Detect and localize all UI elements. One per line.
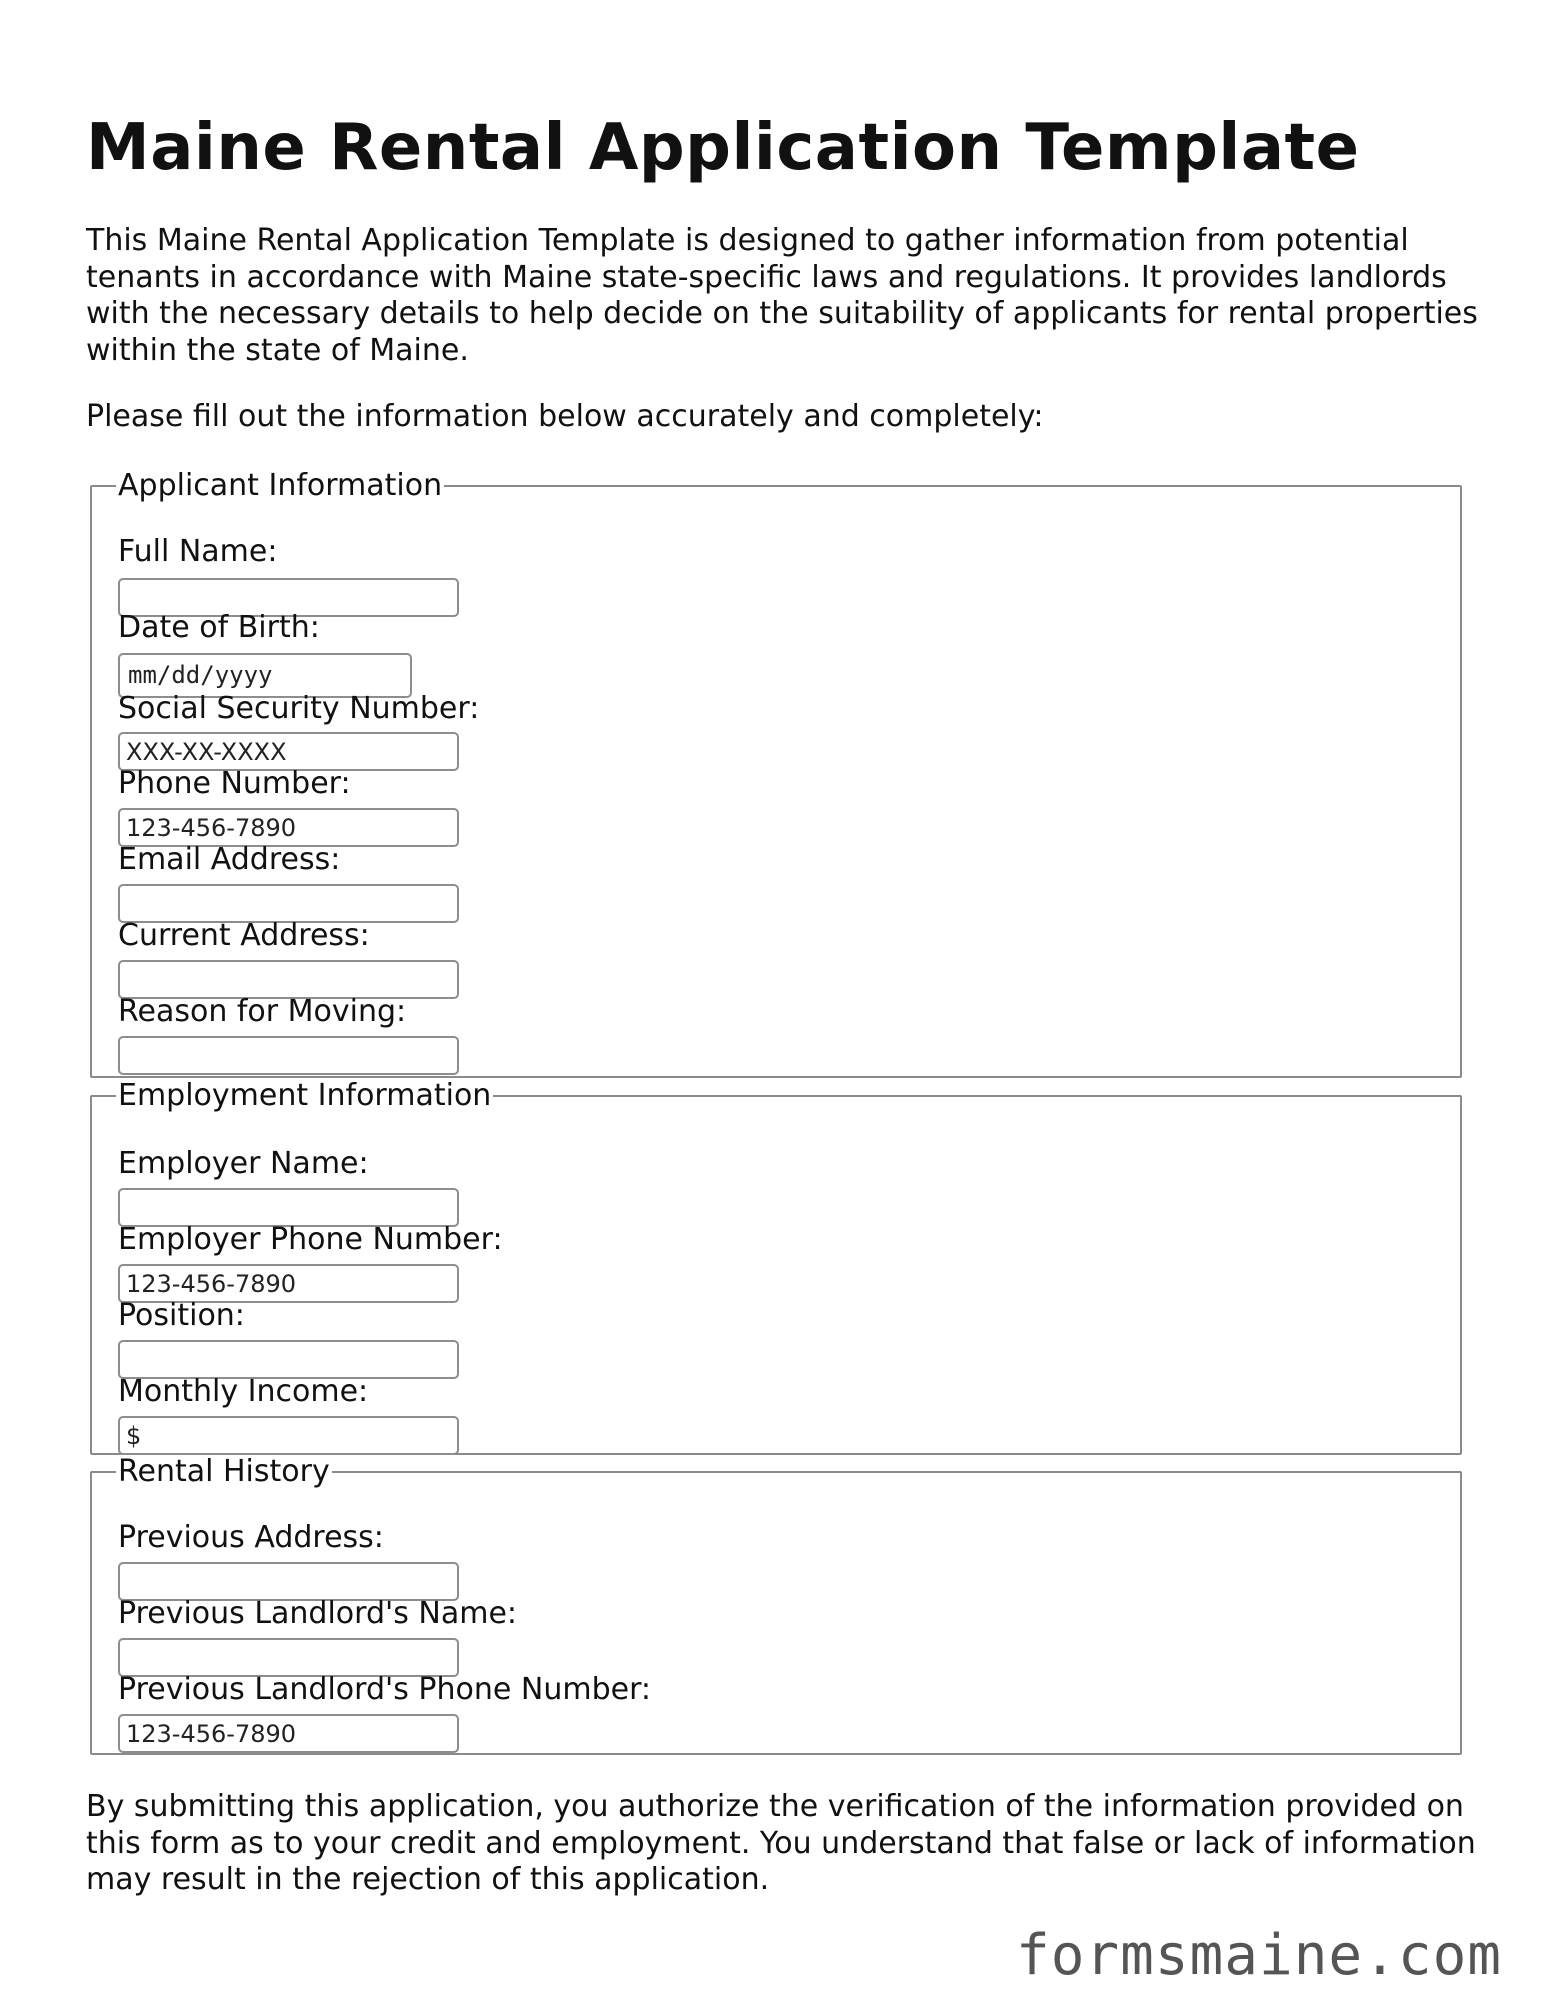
employment-information-legend: Employment Information: [118, 1078, 492, 1113]
rental-history-legend: Rental History: [118, 1454, 330, 1489]
date-of-birth-label: Date of Birth:: [118, 610, 320, 645]
intro-paragraph: This Maine Rental Application Template is designed to gather information from potential tenants in accordance with Maine state-specific laws and regulations. It provides landlords with the necessary details to help decide on the suitability of applicants for rental properties within the state of Maine.: [86, 223, 1478, 368]
email-address-label: Email Address:: [118, 842, 341, 877]
reason-for-moving-input[interactable]: [118, 1036, 459, 1075]
ssn-label: Social Security Number:: [118, 691, 480, 726]
disclaimer-paragraph: By submitting this application, you authorize the verification of the information provided on this form as to your credit and employment. You understand that false or lack of information may result in the rejection of this application.: [86, 1789, 1476, 1897]
rental-history-section: [90, 1454, 1462, 1755]
previous-landlord-phone-input[interactable]: [118, 1714, 459, 1753]
employment-information-section: [90, 1078, 1462, 1455]
applicant-information-legend: Applicant Information: [118, 468, 443, 503]
previous-address-label: Previous Address:: [118, 1520, 384, 1555]
applicant-information-section: [90, 468, 1462, 1078]
date-of-birth-input[interactable]: mm/dd/yyyy: [118, 653, 412, 698]
phone-number-label: Phone Number:: [118, 766, 351, 801]
page-title: Maine Rental Application Template: [86, 111, 1360, 185]
full-name-label: Full Name:: [118, 534, 278, 569]
current-address-label: Current Address:: [118, 918, 370, 953]
employer-name-label: Employer Name:: [118, 1146, 369, 1181]
previous-landlord-phone-label: Previous Landlord's Phone Number:: [118, 1672, 651, 1707]
monthly-income-input[interactable]: [118, 1416, 459, 1455]
previous-landlord-name-label: Previous Landlord's Name:: [118, 1596, 518, 1631]
position-label: Position:: [118, 1298, 245, 1333]
watermark-text: formsmaine.com: [1015, 1923, 1502, 1988]
instruction-text: Please fill out the information below accurately and completely:: [86, 399, 1044, 434]
reason-for-moving-label: Reason for Moving:: [118, 994, 407, 1029]
employer-phone-label: Employer Phone Number:: [118, 1222, 503, 1257]
monthly-income-label: Monthly Income:: [118, 1374, 369, 1409]
